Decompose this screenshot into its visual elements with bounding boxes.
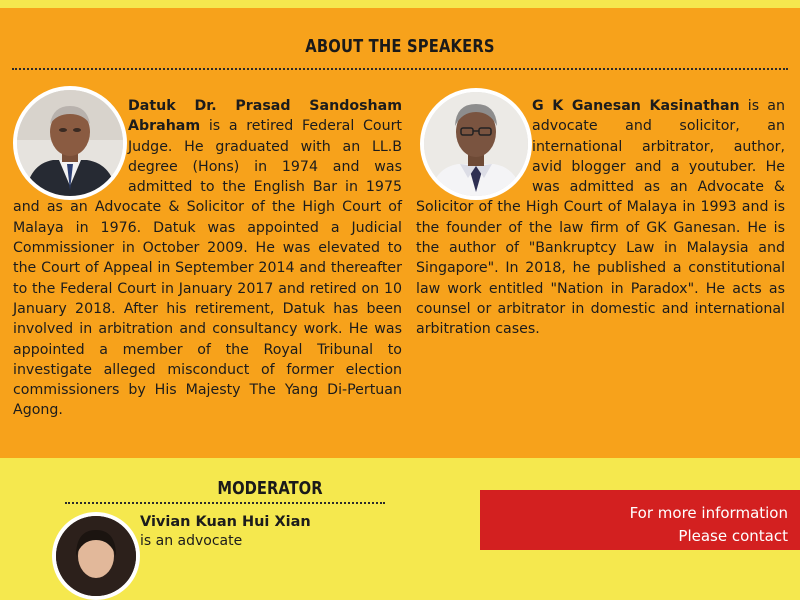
info-line1: For more information (629, 504, 788, 522)
top-strip (0, 0, 800, 8)
speaker1-bio: Datuk Dr. Prasad Sandosham Abraham is a retired Federal Court Judge. He graduated with an LL.B degree (Hons) in 1974 and was admitted to the English Bar in 1975 and as an Advocate & Solicitor of the High Court of Malaya in 1976. Datuk was appointed a Judicial Commissioner in October 2009. He was elevated to the Court of Appeal in September 2014 and thereafter to the Federal Court in January 2017 and retired on 10 January 2018. After his retirement, Datuk has been involved in arbitration and consultancy work. He was appointed a member of the Royal Tribunal to investigate alleged misconduct of former election commissioners by His Majesty The Yang Di-Pertuan Agong. (13, 98, 403, 419)
moderator-title: MODERATOR (217, 478, 323, 499)
speaker2-bio: G K Ganesan Kasinathan is an advocate and solicitor, an international arbitrator, author, avid blogger and a youtuber. He was admitted as an Advocate & Solicitor of the High Court of Malaya in 1993 and is the founder of the law firm of GK Ganesan. He is the author of "Bankruptcy Law in Malaysia and Singapore". In 2018, he published a constitutional law work entitled "Nation in Paradox". He acts as counsel or arbitrator in domestic and international arbitration cases. (416, 98, 786, 338)
section-divider (12, 68, 788, 70)
moderator-subtitle: is an advocate (140, 533, 243, 549)
section-title: ABOUT THE SPEAKERS (305, 36, 495, 57)
speaker1-name: Datuk Dr. Prasad Sandosham Abraham (128, 98, 402, 135)
speaker2-name: G K Ganesan Kasinathan (532, 98, 740, 114)
moderator-divider (65, 502, 385, 504)
moderator-photo (52, 512, 140, 600)
info-line2: Please contact (678, 527, 788, 545)
moderator-name: Vivian Kuan Hui Xian (140, 514, 311, 530)
